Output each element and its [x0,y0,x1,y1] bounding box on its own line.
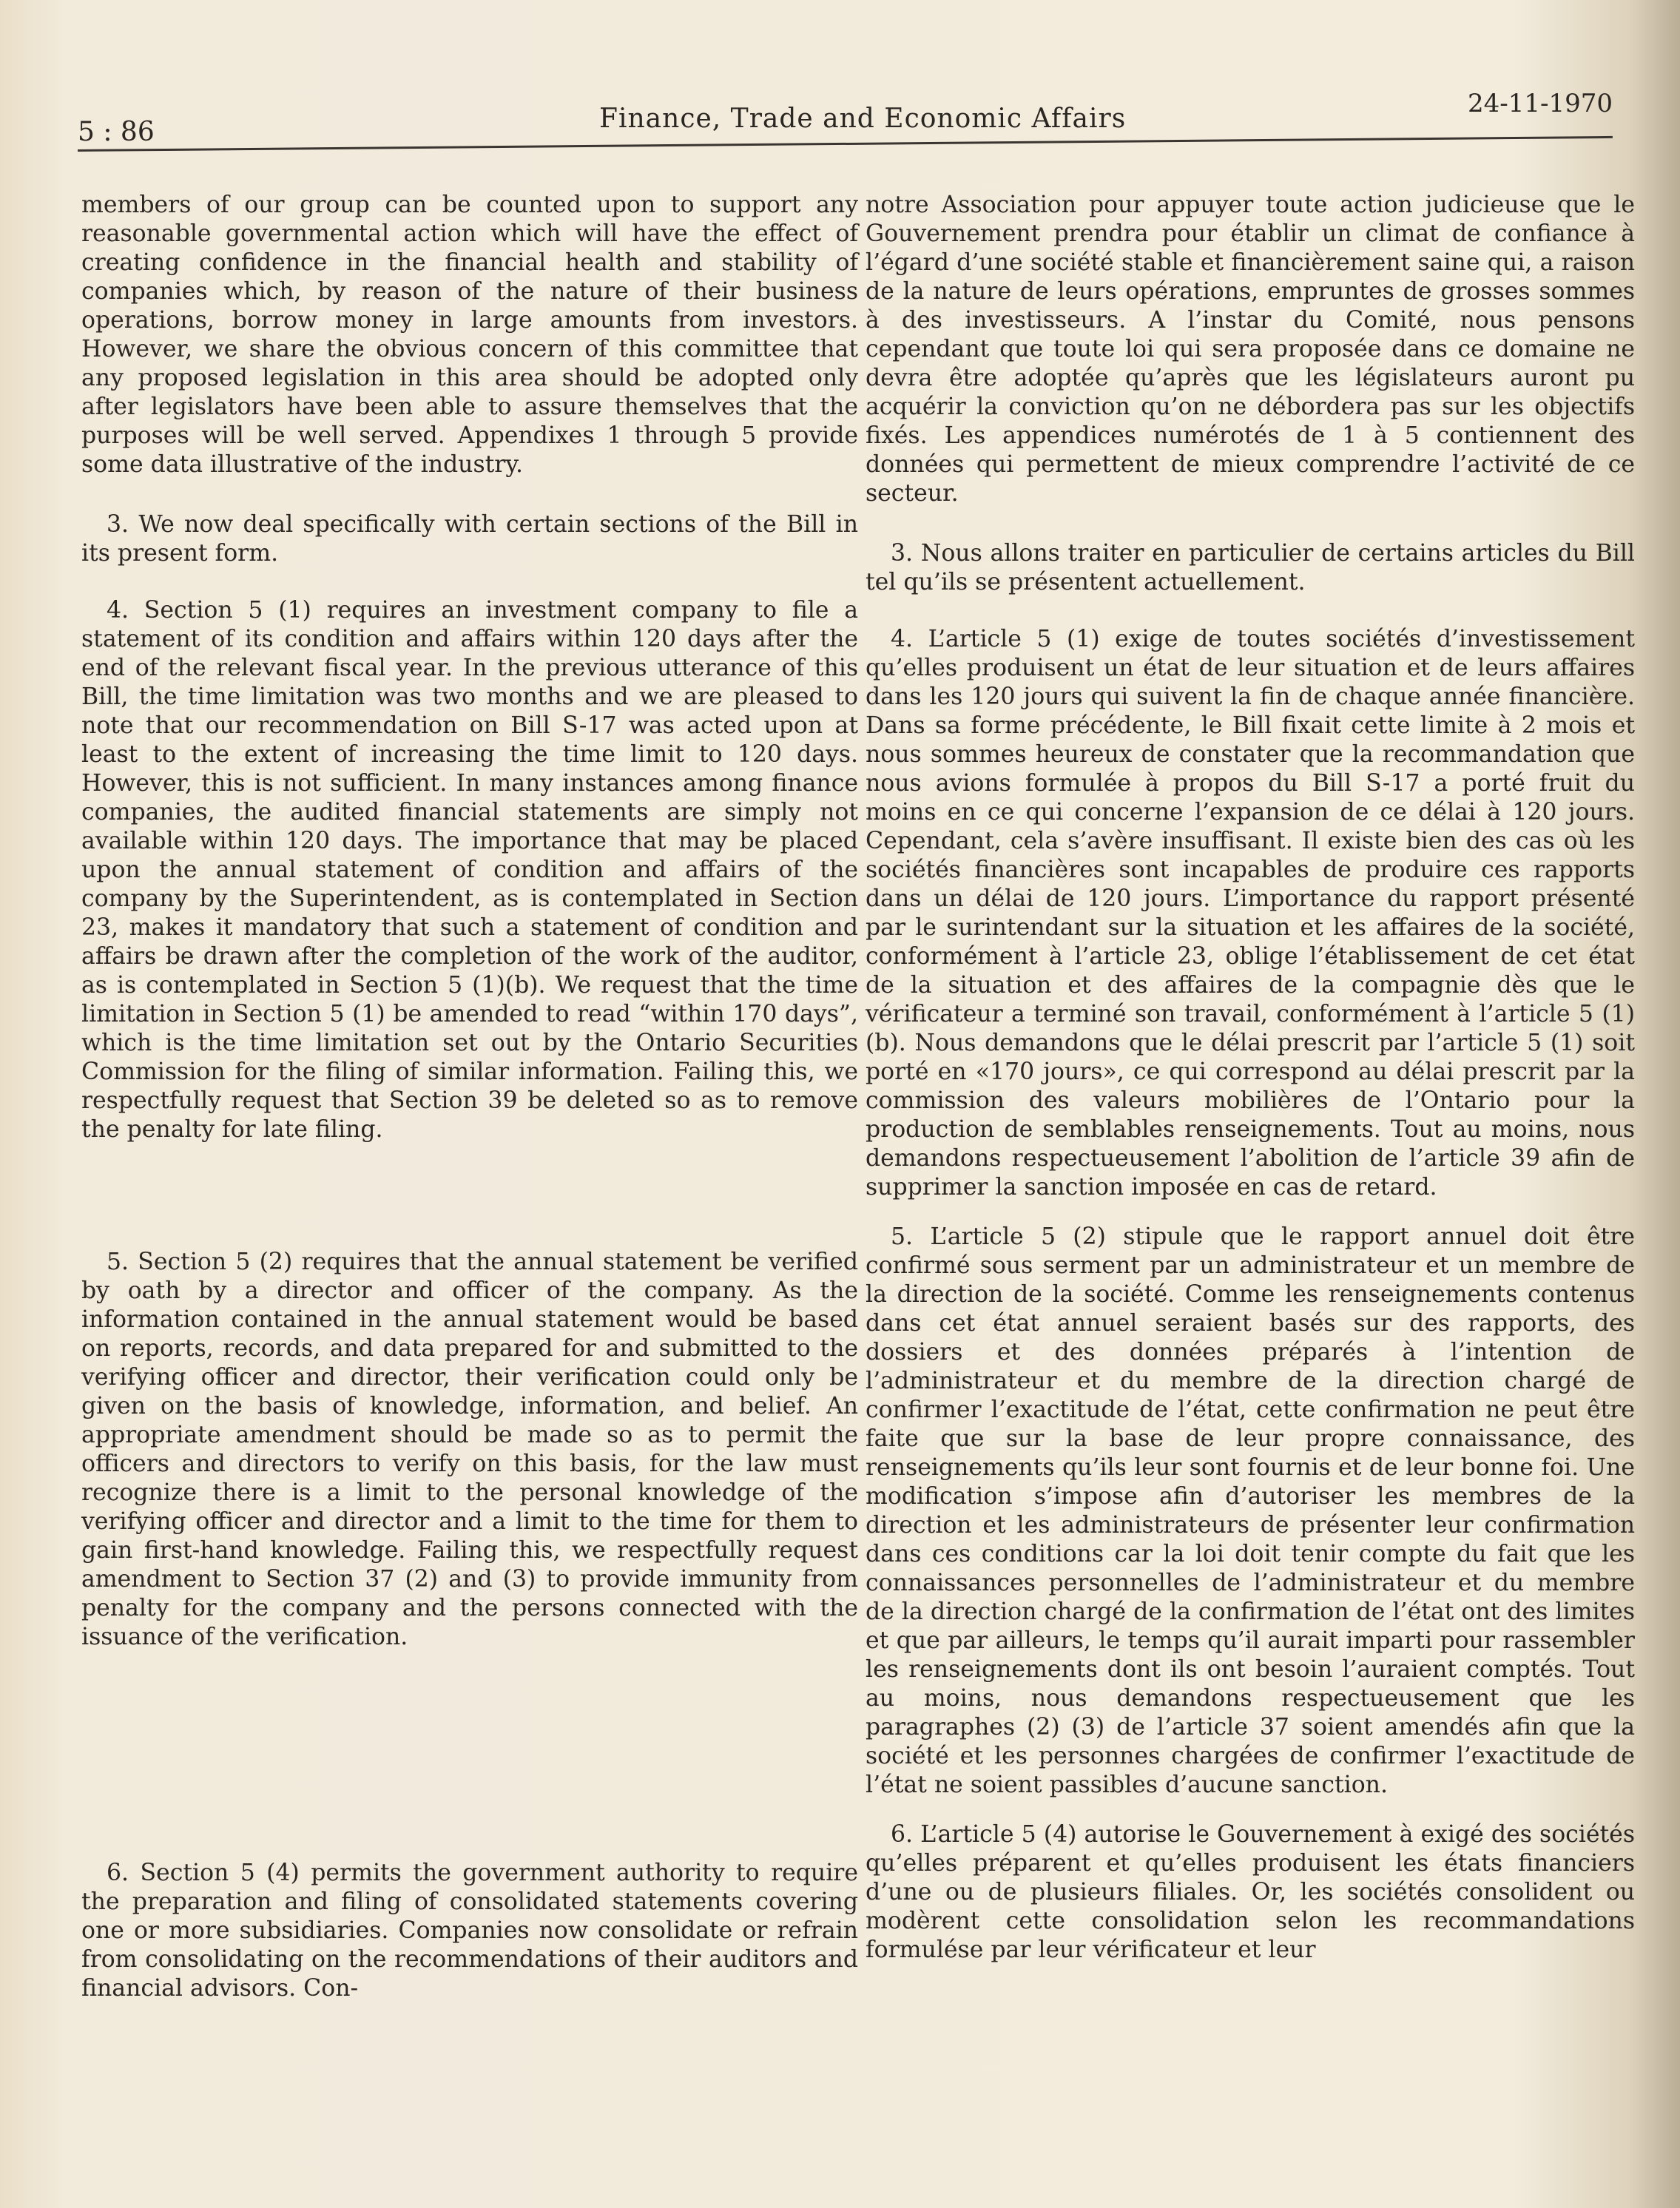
french-paragraph-3: 3. Nous allons traiter en particulier de certains articles du Bill tel qu’ils se présentent actuellement. [866,540,1635,595]
french-paragraph-continued: notre Association pour appuyer toute action judicieuse que le Gouvernement prendra pour établir un climat de confiance à l’égard d’une société stable et financièrement saine qui, a raison de la nature de leurs opérations, empruntes de grosses sommes à des investisseurs. A l’instar du Comité, nous pensons cependant que toute loi qui sera proposée dans ce domaine ne devra être adoptée qu’après que les législateurs auront pu acquérir la conviction qu’on ne débordera pas sur les objectifs fixés. Les appendices numérotés de 1 à 5 contiennent des données qui permettent de mieux comprendre l’activité de ce secteur. [866,192,1635,507]
english-paragraph-3: 3. We now deal specifically with certain sections of the Bill in its present form. [81,511,858,567]
english-paragraph-4: 4. Section 5 (1) requires an investment company to file a statement of its condition and affairs within 120 days after the end of the relevant fiscal year. In the previous utterance of this Bill, the time limitation was two months and we are pleased to note that our recommendation on Bill S-17 was acted upon at least to the extent of increasing the time limit to 120 days. However, this is not sufficient. In many instances among finance companies, the audited financial statements are simply not available within 120 days. The importance that may be placed upon the annual statement of condition and affairs of the company by the Superintendent, as is contemplated in Section 23, makes it mandatory that such a statement of condition and affairs be drawn after the completion of the work of the auditor, as is contemplated in Section 5 (1)(b). We request that the time limitation in Section 5 (1) be amended to read “within 170 days”, which is the time limitation set out by the Ontario Securities Commission for the filing of similar information. Failing this, we respectfully request that Section 39 be deleted so as to remove the penalty for late filing. [81,597,858,1143]
page-header [78,89,1613,155]
page-number: 5 : 86 [78,117,155,147]
english-column [81,191,858,2003]
french-column [866,191,1635,1965]
header-date: 24-11-1970 [1467,89,1613,118]
french-paragraph-6: 6. L’article 5 (4) autorise le Gouvernement à exigé des sociétés qu’elles préparent et qu’elles produisent les états financiers d’une ou de plusieurs filiales. Or, les sociétés consolident ou modèrent cette consolidation selon les recommandations formulése par leur vérificateur et leur [866,1821,1635,1963]
running-title: Finance, Trade and Economic Affairs [599,104,1127,134]
english-paragraph-6: 6. Section 5 (4) permits the government authority to require the preparation and filing of consolidated statements covering one or more subsidiaries. Companies now consolidate or refrain from consolidating on the recommendations of their auditors and financial advisors. Con- [81,1860,858,2002]
english-paragraph-continued: members of our group can be counted upon to support any reasonable governmental action which will have the effect of creating confidence in the financial health and stability of companies which, by reason of the nature of their business operations, borrow money in large amounts from investors. However, we share the obvious concern of this committee that any proposed legislation in this area should be adopted only after legislators have been able to assure themselves that the purposes will be well served. Appendixes 1 through 5 provide some data illustrative of the industry. [81,192,858,478]
english-paragraph-5: 5. Section 5 (2) requires that the annual statement be verified by oath by a director and officer of the company. As the information contained in the annual statement would be based on reports, records, and data prepared for and submitted to the verifying officer and director, their verification could only be given on the basis of knowledge, information, and belief. An appropriate amendment should be made so as to permit the officers and directors to verify on this basis, for the law must recognize there is a limit to the personal knowledge of the verifying officer and director and a limit to the time for them to gain first-hand knowledge. Failing this, we respectfully request amendment to Section 37 (2) and (3) to provide immunity from penalty for the company and the persons connected with the issuance of the verification. [81,1249,858,1650]
french-paragraph-4: 4. L’article 5 (1) exige de toutes sociétés d’investissement qu’elles produisent un état de leur situation et de leurs affaires dans les 120 jours qui suivent la fin de chaque année financière. Dans sa forme précédente, le Bill fixait cette limite à 2 mois et nous sommes heureux de constater que la recommandation que nous avions formulée à propos du Bill S-17 a porté fruit du moins en ce qui concerne l’expansion de ce délai à 120 jours. Cependant, cela s’avère insuffisant. Il existe bien des cas où les sociétés financières sont incapables de produire ces rapports dans un délai de 120 jours. L’importance du rapport présenté par le surintendant sur la situation et les affaires de la société, conformément à l’article 23, oblige l’établissement de cet état de la situation et des affaires de la compagnie dès que le vérificateur a terminé son travail, conformément à l’article 5 (1) (b). Nous demandons que le délai prescrit par l’article 5 (1) soit porté en «170 jours», ce qui correspond au délai prescrit par la commission des valeurs mobilières de l’Ontario pour la production de semblables renseignements. Tout au moins, nous demandons respectueusement l’abolition de l’article 39 afin de supprimer la sanction imposée en cas de retard. [866,626,1635,1201]
french-paragraph-5: 5. L’article 5 (2) stipule que le rapport annuel doit être confirmé sous serment par un administrateur et un membre de la direction de la société. Comme les renseignements contenus dans cet état annuel seraient basés sur des rapports, des dossiers et des données préparés à l’intention de l’administrateur et du membre de la direction chargé de confirmer l’exactitude de l’état, cette confirmation ne peut être faite que sur la base de leur propre connaissance, des renseignements qu’ils leur sont fournis et de leur bonne foi. Une modification s’impose afin d’autoriser les membres de la direction et les administrateurs de présenter leur confirmation dans ces conditions car la loi doit tenir compte du fait que les connaissances personnelles de l’administrateur et du membre de la direction chargé de la confirmation de l’état ont des limites et que par ailleurs, le temps qu’il aurait imparti pour rassembler les renseignements dont ils ont besoin l’auraient comptés. Tout au moins, nous demandons respectueusement que les paragraphes (2) (3) de l’article 37 soient amendés afin que la société et les personnes chargées de confirmer l’exactitude de l’état ne soient passibles d’aucune sanction. [866,1223,1635,1798]
